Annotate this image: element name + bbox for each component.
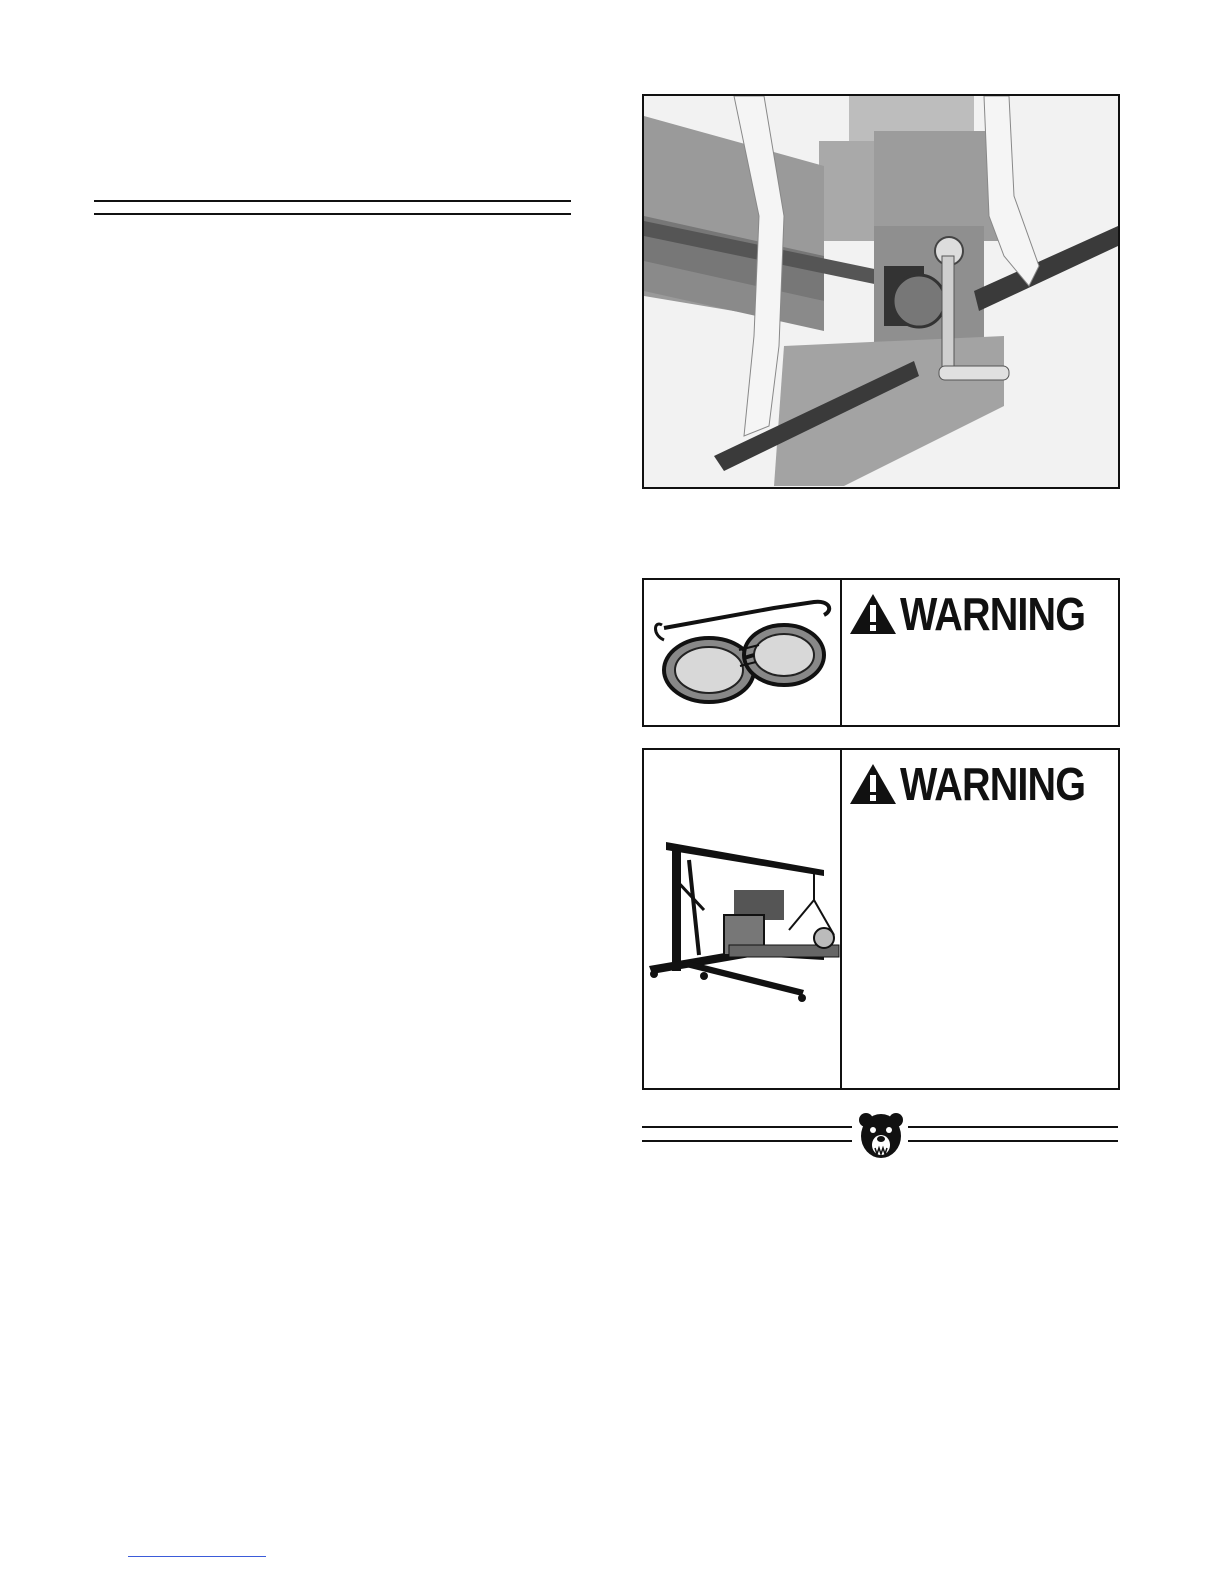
warning-label: WARNING bbox=[900, 758, 1086, 810]
warning-triangle-icon bbox=[848, 592, 898, 636]
engine-hoist-lifting-machine-illustration bbox=[644, 750, 842, 1088]
warning-box-eye-protection bbox=[642, 578, 1120, 727]
warning-heading bbox=[848, 590, 1115, 638]
section-divider bbox=[94, 200, 571, 216]
machine-lifted-with-straps-photo bbox=[642, 94, 1120, 489]
footer-link-underline[interactable] bbox=[128, 1556, 266, 1557]
warning-box-heavy-lifting bbox=[642, 748, 1120, 1090]
section-end-divider bbox=[642, 1112, 1118, 1162]
warning-triangle-icon bbox=[848, 762, 898, 806]
safety-glasses-illustration bbox=[644, 580, 842, 725]
warning-heading bbox=[848, 760, 1115, 808]
bear-head-logo bbox=[856, 1112, 906, 1162]
warning-label: WARNING bbox=[900, 588, 1086, 640]
